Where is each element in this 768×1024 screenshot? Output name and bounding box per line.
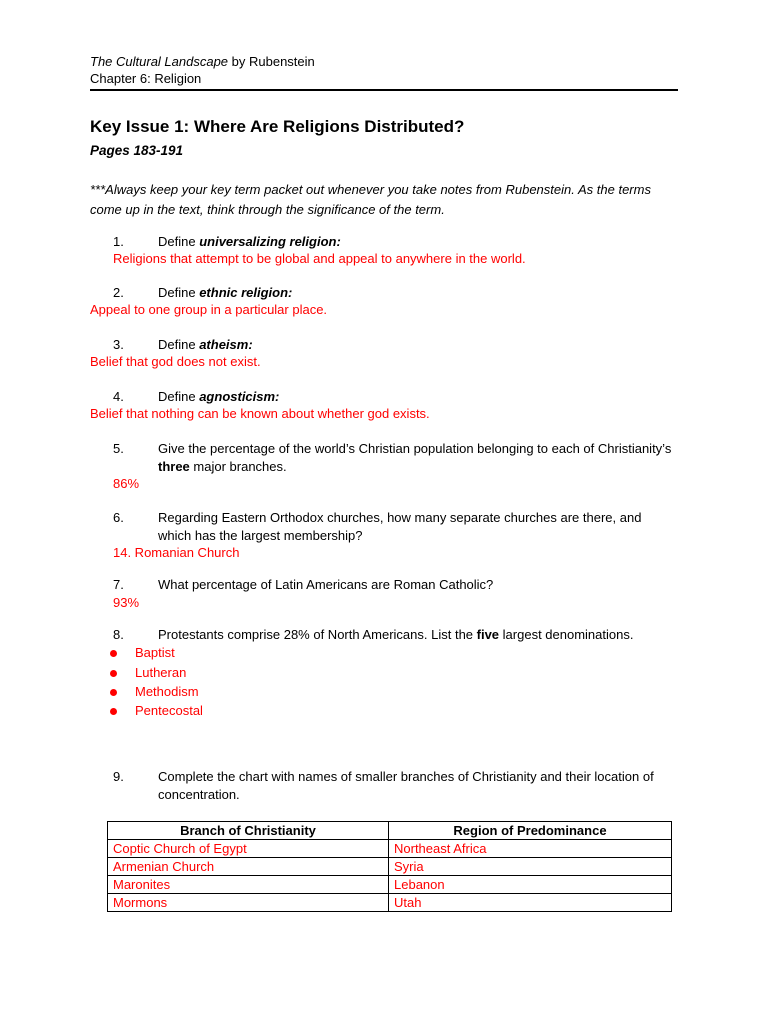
question-text: Give the percentage of the world’s Christian population belonging to each of Christianity’s three major branches. [158, 441, 672, 474]
table-cell: Coptic Church of Egypt [108, 840, 389, 858]
table-row [108, 894, 672, 912]
key-term: ethnic religion: [199, 285, 293, 300]
answer-7: 93% [113, 595, 140, 610]
bullet-icon [110, 650, 117, 657]
question-number: 3. [113, 337, 124, 352]
question-number: 8. [113, 627, 124, 642]
list-item: Pentecostal [135, 703, 203, 718]
key-term: universalizing religion: [199, 234, 341, 249]
table-cell: Maronites [108, 876, 389, 894]
instruction-note: ***Always keep your key term packet out whenever you take notes from Rubenstein. As the terms come up in the text, think through the significance of the term. [90, 182, 651, 217]
chapter-label: Chapter 6: Religion [90, 71, 202, 86]
bullet-icon [110, 670, 117, 677]
list-item: Baptist [135, 645, 175, 660]
answer-1: Religions that attempt to be global and appeal to anywhere in the world. [113, 251, 526, 266]
question-number: 7. [113, 577, 124, 592]
question-number: 2. [113, 285, 124, 300]
question-number: 1. [113, 234, 124, 249]
christianity-branches-table [107, 821, 672, 912]
column-header: Branch of Christianity [108, 822, 389, 840]
question-text: Define agnosticism: [158, 389, 280, 404]
list-item: Lutheran [135, 665, 187, 680]
question-number: 4. [113, 389, 124, 404]
question-number: 9. [113, 769, 124, 784]
table-row [108, 840, 672, 858]
answer-5: 86% [113, 476, 140, 491]
table-header-row [108, 822, 672, 840]
question-text: Define universalizing religion: [158, 234, 341, 249]
bullet-icon [110, 689, 117, 696]
question-text: Define ethnic religion: [158, 285, 293, 300]
table-cell: Mormons [108, 894, 389, 912]
table-row [108, 876, 672, 894]
question-text: Define atheism: [158, 337, 253, 352]
answer-6: 14. Romanian Church [113, 545, 240, 560]
page-title: Key Issue 1: Where Are Religions Distributed? [90, 117, 465, 136]
list-item: Methodism [135, 684, 199, 699]
book-header [90, 54, 315, 70]
question-text: What percentage of Latin Americans are Roman Catholic? [158, 577, 494, 592]
question-text: Regarding Eastern Orthodox churches, how many separate churches are there, and which has the largest membership? [158, 510, 642, 543]
question-text: Protestants comprise 28% of North Americans. List the five largest denominations. [158, 627, 634, 642]
answer-3: Belief that god does not exist. [90, 354, 261, 369]
column-header: Region of Predominance [389, 822, 672, 840]
bullet-icon [110, 708, 117, 715]
question-text: Complete the chart with names of smaller branches of Christianity and their location of concentration. [158, 769, 654, 802]
table-cell: Lebanon [389, 876, 672, 894]
table-cell: Utah [389, 894, 672, 912]
table-cell: Armenian Church [108, 858, 389, 876]
question-number: 5. [113, 441, 124, 456]
key-term: agnosticism: [199, 389, 280, 404]
book-author: by Rubenstein [228, 54, 315, 69]
table-row [108, 858, 672, 876]
header-divider [90, 89, 678, 91]
answer-2: Appeal to one group in a particular place. [90, 302, 328, 317]
table-cell: Syria [389, 858, 672, 876]
question-number: 6. [113, 510, 124, 525]
answer-4: Belief that nothing can be known about whether god exists. [90, 406, 430, 421]
key-term: atheism: [199, 337, 253, 352]
table-cell: Northeast Africa [389, 840, 672, 858]
page-range: Pages 183-191 [90, 143, 184, 158]
book-title: The Cultural Landscape [90, 54, 229, 69]
